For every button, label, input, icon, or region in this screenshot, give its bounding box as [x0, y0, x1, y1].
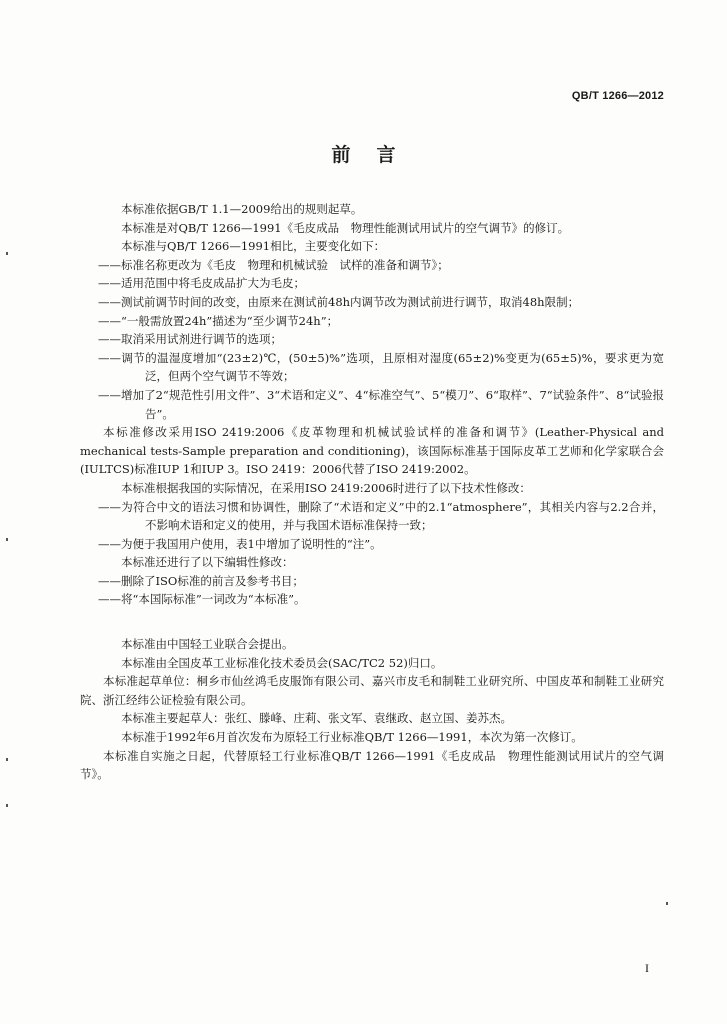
change-item: ——增加了2“规范性引用文件”、3“术语和定义”、4“标准空气”、5“模刀”、6“取样”、7“试验条件”、8“试验报告”。 — [98, 387, 664, 421]
editorial-change-item: ——将“本国际标准”一词改为“本标准”。 — [98, 592, 306, 607]
paragraph-iso-adoption: 本标准修改采用ISO 2419:2006《皮革物理和机械试验试样的准备和调节》(Leather-Physical and mechanical tests-Sample preparation and conditioning)，该国际标准基于国际皮革工艺师和化学家联合会(IULTCS)标准IUP 1和IUP 3。ISO 2419：2006代替了ISO 2419:2002。 — [80, 425, 664, 477]
section-gap — [98, 609, 664, 635]
page-number: I — [645, 961, 649, 975]
paragraph-first-published: 本标准于1992年6月首次发布为原轻工行业标准QB/T 1266—1991，本次为第一次修订。 — [121, 730, 583, 745]
change-item: ——适用范围中将毛皮成品扩大为毛皮； — [98, 276, 305, 291]
paragraph-under-jurisdiction: 本标准由全国皮革工业标准化技术委员会(SAC/TC2 52)归口。 — [121, 655, 443, 670]
change-item: ——测试前调节时间的改变，由原来在测试前48h内调节改为测试前进行调节，取消48h限制； — [98, 294, 580, 309]
paragraph-editorial-intro: 本标准还进行了以下编辑性修改： — [121, 555, 294, 570]
paragraph-revision-of: 本标准是对QB/T 1266—1991《毛皮成品 物理性能测试用试片的空气调节》的修订。 — [121, 220, 570, 235]
editorial-change-item: ——删除了ISO标准的前言及参考书目； — [98, 573, 304, 588]
scan-speck — [666, 902, 668, 905]
change-item: ——标准名称更改为《毛皮 物理和机械试验 试样的准备和调节》； — [98, 257, 449, 272]
paragraph-technical-intro: 本标准根据我国的实际情况，在采用ISO 2419:2006时进行了以下技术性修改： — [121, 480, 531, 495]
foreword-body — [80, 200, 664, 784]
scan-speck — [6, 538, 8, 541]
paragraph-drafting-rules: 本标准依据GB/T 1.1—2009给出的规则起草。 — [121, 202, 363, 216]
change-item: ——调节的温湿度增加“(23±2)℃，(50±5)%”选项，且原相对湿度(65±2)%变更为(65±5)%，要求更为宽泛，但两个空气调节不等效； — [98, 350, 664, 384]
paragraph-replaces: 本标准自实施之日起，代替原轻工行业标准QB/T 1266—1991《毛皮成品 物理性能测试用试片的空气调节》。 — [80, 748, 664, 782]
change-item: ——取消采用试剂进行调节的选项； — [98, 332, 282, 347]
paragraph-proposed-by: 本标准由中国轻工业联合会提出。 — [121, 637, 294, 652]
technical-change-item: ——为便于我国用户使用，表1中增加了说明性的“注”。 — [98, 536, 382, 551]
paragraph-drafters: 本标准主要起草人：张红、滕峰、庄莉、张文军、袁继政、赵立国、姜苏杰。 — [121, 711, 512, 726]
paragraph-drafting-units: 本标准起草单位：桐乡市仙丝鸿毛皮服饰有限公司、嘉兴市皮毛和制鞋工业研究所、中国皮革和制鞋工业研究院、浙江经纬公证检验有限公司。 — [80, 674, 664, 707]
change-item: ——“一般需放置24h”描述为“至少调节24h”； — [98, 313, 339, 328]
standard-code: QB/T 1266—2012 — [571, 90, 664, 102]
scan-speck — [6, 252, 8, 255]
paragraph-main-changes: 本标准与QB/T 1266—1991相比，主要变化如下： — [121, 239, 386, 254]
scan-speck — [6, 804, 8, 807]
page-title: 前言 — [331, 144, 422, 166]
scan-speck — [6, 758, 8, 761]
technical-change-item: ——为符合中文的语法习惯和协调性，删除了“术语和定义”中的2.1“atmosphere”，其相关内容与2.2合并，不影响术语和定义的使用，并与我国术语标准保持一致； — [98, 499, 664, 533]
